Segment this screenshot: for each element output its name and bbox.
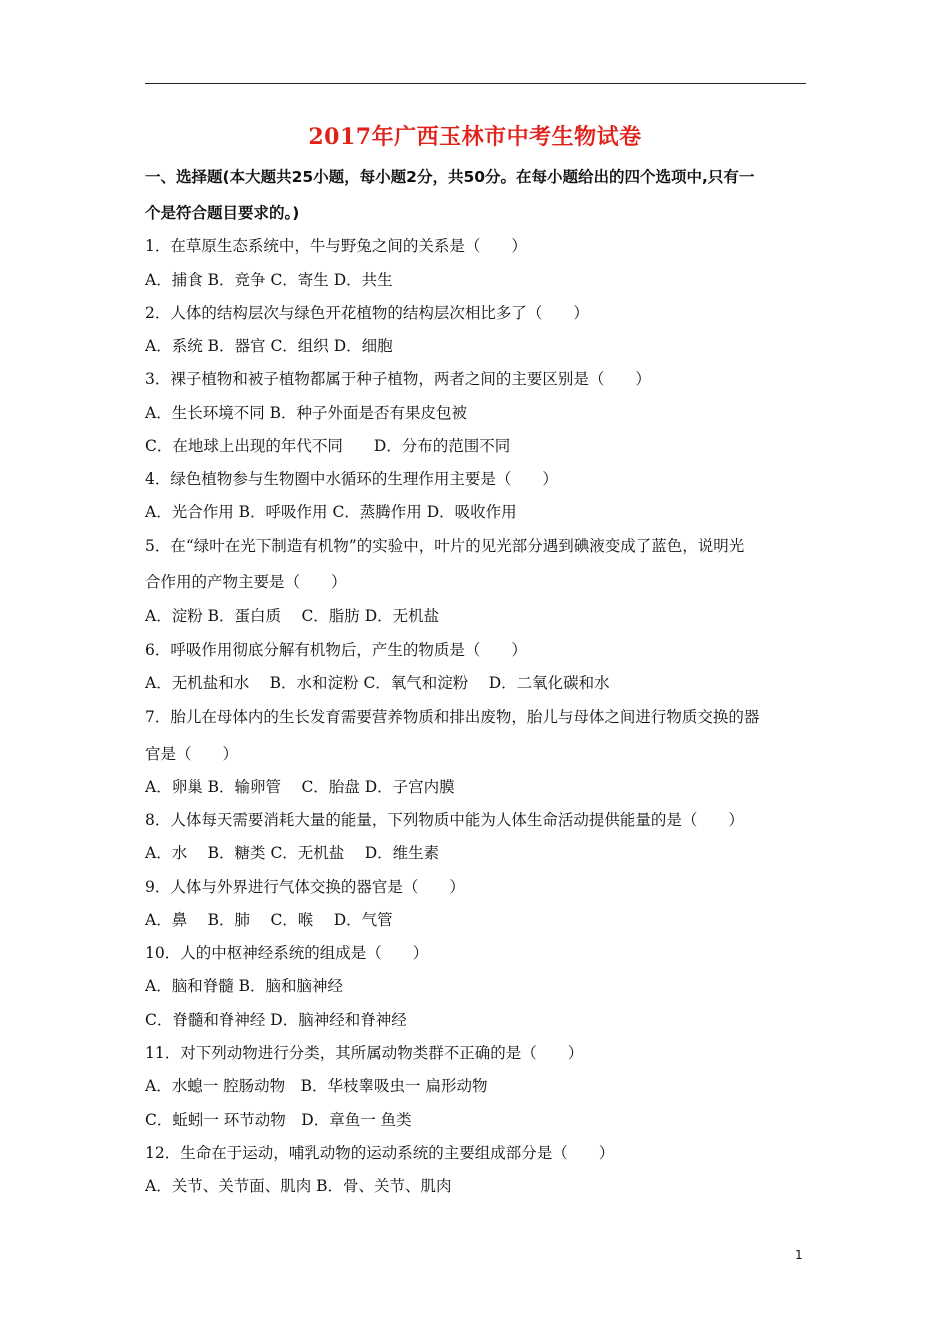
answer-options: C．脊髓和脊神经 D．脑神经和脊神经	[145, 1011, 407, 1029]
question-text: 2．人体的结构层次与绿色开花植物的结构层次相比多了（ ）	[145, 304, 589, 322]
answer-options: A．卵巢 B．输卵管 C．胎盘 D．子宫内膜	[145, 778, 455, 796]
question-text: 5．在“绿叶在光下制造有机物”的实验中，叶片的见光部分遇到碘液变成了蓝色，说明光	[145, 537, 745, 555]
page-number: 1	[795, 1248, 803, 1262]
question-text: 6．呼吸作用彻底分解有机物后，产生的物质是（ ）	[145, 641, 527, 659]
question-text: 10．人的中枢神经系统的组成是（ ）	[145, 944, 429, 962]
question-text: 3．裸子植物和被子植物都属于种子植物，两者之间的主要区别是（ ）	[145, 370, 651, 388]
answer-options: A．无机盐和水 B．水和淀粉 C．氧气和淀粉 D．二氧化碳和水	[145, 674, 610, 692]
section-heading-line-1: 一、选择题(本大题共25小题，每小题2分，共50分。在每小题给出的四个选项中,只有一	[145, 168, 755, 186]
question-text: 8．人体每天需要消耗大量的能量，下列物质中能为人体生命活动提供能量的是（ ）	[145, 811, 744, 829]
page-title: 2017年广西玉林市中考生物试卷	[308, 124, 642, 150]
answer-options: A．关节、关节面、肌肉 B．骨、关节、肌肉	[145, 1177, 452, 1195]
question-text: 7．胎儿在母体内的生长发育需要营养物质和排出废物，胎儿与母体之间进行物质交换的器	[145, 708, 760, 726]
question-text: 12．生命在于运动，哺乳动物的运动系统的主要组成部分是（ ）	[145, 1144, 615, 1162]
section-heading-line-2: 个是符合题目要求的。)	[145, 204, 300, 222]
answer-options: A．系统 B．器官 C．组织 D．细胞	[145, 337, 393, 355]
answer-options: A．光合作用 B．呼吸作用 C．蒸腾作用 D．吸收作用	[145, 503, 517, 521]
answer-options: C．蚯蚓一 环节动物 D．章鱼一 鱼类	[145, 1111, 412, 1129]
answer-options: A．淀粉 B．蛋白质 C．脂肪 D．无机盐	[145, 607, 440, 625]
question-text: 4．绿色植物参与生物圈中水循环的生理作用主要是（ ）	[145, 470, 558, 488]
answer-options: A．生长环境不同 B．种子外面是否有果皮包被	[145, 404, 468, 422]
question-text: 1．在草原生态系统中，牛与野兔之间的关系是（ ）	[145, 237, 527, 255]
answer-options: A．水 B．糖类 C．无机盐 D．维生素	[145, 844, 440, 862]
answer-options: A．脑和脊髓 B．脑和脑神经	[145, 977, 344, 995]
question-text: 9．人体与外界进行气体交换的器官是（ ）	[145, 878, 465, 896]
question-text: 11．对下列动物进行分类，其所属动物类群不正确的是（ ）	[145, 1044, 584, 1062]
header-rule	[145, 83, 806, 84]
answer-options: C．在地球上出现的年代不同 D．分布的范围不同	[145, 437, 511, 455]
answer-options: A．水螅一 腔肠动物 B．华枝睾吸虫一 扁形动物	[145, 1077, 488, 1095]
question-text-continued: 官是（ ）	[145, 745, 239, 763]
answer-options: A．鼻 B．肺 C．喉 D．气管	[145, 911, 393, 929]
question-text-continued: 合作用的产物主要是（ ）	[145, 573, 347, 591]
answer-options: A．捕食 B．竞争 C．寄生 D．共生	[145, 271, 393, 289]
